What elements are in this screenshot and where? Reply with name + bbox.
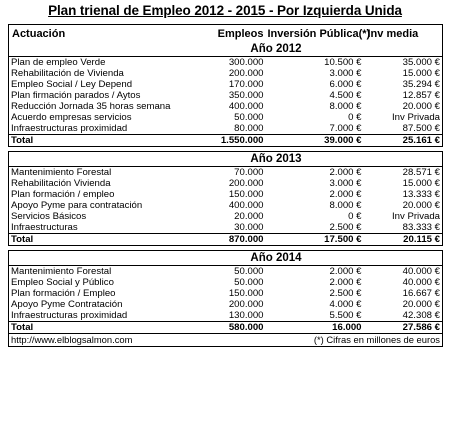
row-inversion: 5.500 € [329,310,362,321]
row-empleos: 300.000 [228,57,264,68]
row-empleos: 350.000 [228,90,264,101]
year-spacer [364,152,443,167]
year-spacer [9,251,189,266]
table-row [9,112,443,123]
row-inversion: 2.000 € [329,266,362,277]
row-empleos: 200.000 [228,299,264,310]
row-actuacion: Acuerdo empresas servicios [9,112,189,123]
row-inversion: 4.000 € [329,299,362,310]
row-inv-media: 42.308 € [364,310,443,322]
row-actuacion: Infraestructuras [9,222,189,234]
row-empleos: 70.000 [234,167,264,178]
total-label: Total [9,322,189,334]
row-inversion: 0 € [348,211,362,222]
row-inv-media: 20.000 € [364,299,443,310]
total-row [9,322,443,334]
year-spacer [9,152,189,167]
row-inv-media: 15.000 € [364,68,443,79]
total-inv-media: 20.115 € [364,234,443,246]
table-row [9,189,443,200]
row-empleos: 80.000 [234,123,264,134]
row-inv-media: 16.667 € [364,288,443,299]
total-empleos: 580.000 [189,322,266,334]
total-row [9,234,443,246]
row-actuacion: Empleo Social y Público [9,277,189,288]
table-row [9,222,443,234]
header-row [9,25,443,43]
footnote: (*) Cifras en millones de euros [266,334,443,347]
table-row [9,57,443,69]
row-actuacion: Infraestructuras proximidad [9,123,189,135]
row-actuacion: Mantenimiento Forestal [9,167,189,179]
year-label: Año 2013 [189,152,364,167]
year-spacer [9,42,189,57]
row-inversion: 2.500 € [329,288,362,299]
row-actuacion: Infraestructuras proximidad [9,310,189,322]
total-inversion: 16.000 [266,322,364,334]
row-actuacion: Reducción Jornada 35 horas semana [9,101,189,112]
table-row [9,277,443,288]
employment-plan-table [8,24,443,347]
row-empleos: 150.000 [228,189,264,200]
row-empleos: 50.000 [234,277,264,288]
header-actuacion: Actuación [9,25,189,43]
row-actuacion: Apoyo Pyme para contratación [9,200,189,211]
row-inversion: 7.000 € [329,123,362,134]
row-inversion: 2.000 € [329,277,362,288]
total-inv-media: 25.161 € [364,135,443,147]
row-empleos: 30.000 [234,222,264,233]
total-empleos: 1.550.000 [189,135,266,147]
table-row [9,310,443,322]
row-inv-media: 20.000 € [364,200,443,211]
total-label: Total [9,135,189,147]
total-row [9,135,443,147]
row-actuacion: Empleo Social / Ley Depend [9,79,189,90]
table-row [9,200,443,211]
page-title: Plan trienal de Empleo 2012 - 2015 - Por Izquierda Unida [48,3,402,18]
row-empleos: 130.000 [228,310,264,321]
row-inv-media: 13.333 € [364,189,443,200]
table-row [9,101,443,112]
row-actuacion: Plan de empleo Verde [9,57,189,69]
row-empleos: 200.000 [228,178,264,189]
row-actuacion: Servicios Básicos [9,211,189,222]
year-label: Año 2014 [189,251,364,266]
row-inv-media: 20.000 € [364,101,443,112]
header-inversion: Inversión Pública(*) [266,25,364,43]
row-inv-media: 12.857 € [364,90,443,101]
row-inversion: 2.500 € [329,222,362,233]
row-inversion: 4.500 € [329,90,362,101]
row-inv-media: 40.000 € [364,266,443,278]
row-inv-media: Inv Privada [364,112,443,123]
table-row [9,299,443,310]
row-empleos: 50.000 [234,266,264,277]
row-actuacion: Mantenimiento Forestal [9,266,189,278]
row-inversion: 10.500 € [324,57,362,68]
header-inv-media: Inv media [364,25,443,43]
table-row [9,123,443,135]
row-inversion: 2.000 € [329,189,362,200]
row-actuacion: Apoyo Pyme Contratación [9,299,189,310]
year-row [9,42,443,57]
row-inv-media: 15.000 € [364,178,443,189]
row-inv-media: Inv Privada [364,211,443,222]
footer-row [9,334,443,347]
table-row [9,167,443,179]
total-empleos: 870.000 [189,234,266,246]
table-row [9,266,443,278]
row-inv-media: 35.000 € [364,57,443,69]
total-inv-media: 27.586 € [364,322,443,334]
year-label: Año 2012 [189,42,364,57]
table-row [9,68,443,79]
year-row [9,152,443,167]
row-actuacion: Plan firmación parados / Aytos [9,90,189,101]
row-inv-media: 40.000 € [364,277,443,288]
row-inversion: 6.000 € [329,79,362,90]
row-empleos: 50.000 [234,112,264,123]
total-label: Total [9,234,189,246]
total-inversion: 39.000 € [266,135,364,147]
row-inv-media: 28.571 € [364,167,443,179]
source-link[interactable]: http://www.elblogsalmon.com [9,334,266,347]
row-inversion: 0 € [348,112,362,123]
header-empleos: Empleos [189,25,266,43]
row-inversion: 3.000 € [329,68,362,79]
row-inversion: 8.000 € [329,101,362,112]
row-empleos: 400.000 [228,101,264,112]
row-empleos: 150.000 [228,288,264,299]
year-spacer [364,42,443,57]
year-spacer [364,251,443,266]
table-row [9,90,443,101]
row-actuacion: Plan formación / Empleo [9,288,189,299]
row-inv-media: 83.333 € [364,222,443,234]
table-row [9,178,443,189]
row-inversion: 3.000 € [329,178,362,189]
row-empleos: 170.000 [228,79,264,90]
row-inversion: 2.000 € [329,167,362,178]
row-actuacion: Rehabilitación Vivienda [9,178,189,189]
row-inv-media: 87.500 € [364,123,443,135]
row-empleos: 200.000 [228,68,264,79]
table-row [9,288,443,299]
total-inversion: 17.500 € [266,234,364,246]
row-actuacion: Rehabilitación de Vivienda [9,68,189,79]
table-row [9,211,443,222]
row-inversion: 8.000 € [329,200,362,211]
row-inv-media: 35.294 € [364,79,443,90]
row-empleos: 400.000 [228,200,264,211]
row-actuacion: Plan formación / empleo [9,189,189,200]
row-empleos: 20.000 [234,211,264,222]
table-row [9,79,443,90]
year-row [9,251,443,266]
